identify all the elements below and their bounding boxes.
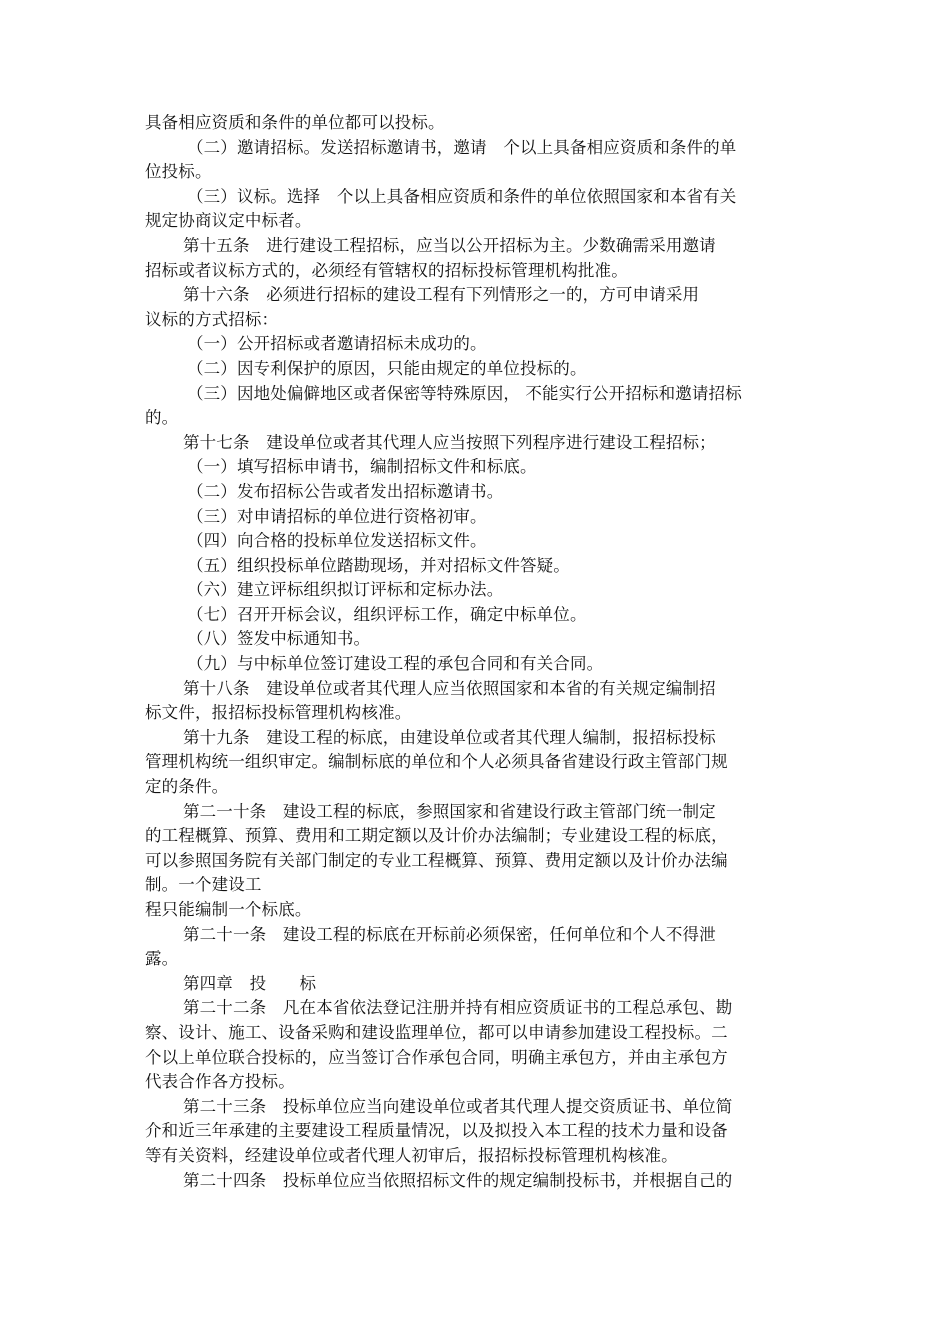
list-item-line: （八）签发中标通知书。: [187, 629, 371, 649]
article-heading-line: 第二十二条 凡在本省依法登记注册并持有相应资质证书的工程总承包、勘: [183, 998, 733, 1018]
article-heading-line: 第二十一条 建设工程的标底在开标前必须保密，任何单位和个人不得泄: [183, 924, 716, 944]
list-item-line: （七）召开开标会议，组织评标工作，确定中标单位。: [187, 604, 587, 624]
text-line: 定的条件。: [145, 777, 229, 797]
text-line: 程只能编制一个标底。: [145, 900, 312, 919]
list-item-line: （六）建立评标组织拟订评标和定标办法。: [187, 580, 504, 600]
text-line: 个以上单位联合投标的，应当签订合作承包合同，明确主承包方，并由主承包方: [145, 1047, 728, 1067]
list-item-line: （三）因地处偏僻地区或者保密等特殊原因， 不能实行公开招标和邀请招标: [187, 383, 742, 403]
article-heading-line: 第十七条 建设单位或者其代理人应当按照下列程序进行建设工程招标；: [183, 432, 716, 452]
text-line: 代表合作各方投标。: [145, 1072, 295, 1092]
text-line: 具备相应资质和条件的单位都可以投标。: [145, 113, 445, 132]
text-line: （二）邀请招标。发送招标邀请书，邀请 个以上具备相应资质和条件的单: [187, 137, 737, 157]
text-line: 招标或者议标方式的，必须经有管辖权的招标投标管理机构批准。: [145, 260, 628, 280]
text-line: 位投标。: [145, 162, 212, 182]
article-heading-line: 第十五条 进行建设工程招标，应当以公开招标为主。少数确需采用邀请: [183, 235, 716, 255]
text-line: 管理机构统一组织审定。编制标底的单位和个人必须具备省建设行政主管部门规: [145, 752, 728, 772]
list-item-line: （五）组织投标单位踏勘现场，并对招标文件答疑。: [187, 555, 570, 575]
text-line: 可以参照国务院有关部门制定的专业工程概算、预算、费用定额以及计价办法编: [145, 850, 728, 870]
article-heading-line: 第二十三条 投标单位应当向建设单位或者其代理人提交资质证书、单位简: [183, 1096, 733, 1116]
list-item-line: （一）公开招标或者邀请招标未成功的。: [187, 334, 487, 354]
text-line: （三）议标。选择 个以上具备相应资质和条件的单位依照国家和本省有关: [187, 186, 737, 206]
text-line: 介和近三年承建的主要建设工程质量情况，以及拟投入本工程的技术力量和设备: [145, 1121, 728, 1141]
text-line: 规定协商议定中标者。: [145, 211, 312, 231]
text-line: 议标的方式招标：: [145, 309, 279, 329]
article-heading-line: 第二一十条 建设工程的标底，参照国家和省建设行政主管部门统一制定: [183, 801, 716, 821]
document-body: [145, 111, 810, 1193]
article-heading-line: 第十九条 建设工程的标底，由建设单位或者其代理人编制，报招标投标: [183, 727, 716, 747]
chapter-heading: 第四章 投 标: [183, 973, 317, 993]
list-item-line: （四）向合格的投标单位发送招标文件。: [187, 531, 487, 551]
text-line: 露。: [145, 949, 179, 969]
article-heading-line: 第十八条 建设单位或者其代理人应当依照国家和本省的有关规定编制招: [183, 678, 716, 698]
text-line: 察、设计、施工、设备采购和建设监理单位，都可以申请参加建设工程投标。二: [145, 1022, 728, 1042]
list-item-line: （一）填写招标申请书，编制招标文件和标底。: [187, 457, 537, 477]
article-heading-line: 第二十四条 投标单位应当依照招标文件的规定编制投标书，并根据自己的: [183, 1170, 733, 1190]
text-line: 的。: [145, 408, 179, 428]
text-line: 标文件，报招标投标管理机构核准。: [145, 703, 412, 723]
list-item-line: （三）对申请招标的单位进行资格初审。: [187, 506, 487, 526]
text-line: 的工程概算、预算、费用和工期定额以及计价办法编制；专业建设工程的标底，: [145, 826, 728, 846]
text-line: 制。一个建设工: [145, 875, 262, 895]
article-heading-line: 第十六条 必须进行招标的建设工程有下列情形之一的，方可申请采用: [183, 285, 700, 305]
list-item-line: （二）因专利保护的原因，只能由规定的单位投标的。: [187, 358, 587, 378]
text-line: 等有关资料，经建设单位或者代理人初审后，报招标投标管理机构核准。: [145, 1145, 678, 1165]
list-item-line: （九）与中标单位签订建设工程的承包合同和有关合同。: [187, 654, 604, 674]
list-item-line: （二）发布招标公告或者发出招标邀请书。: [187, 481, 504, 501]
